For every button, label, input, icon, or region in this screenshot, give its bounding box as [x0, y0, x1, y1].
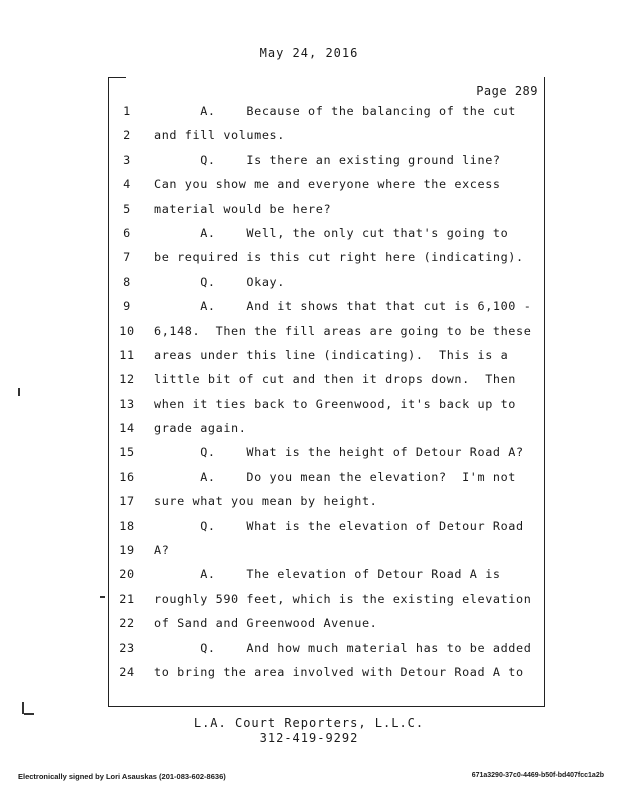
scan-mark [24, 713, 34, 715]
transcript-line [108, 661, 545, 685]
line-number: 19 [119, 543, 135, 558]
line-number: 11 [119, 347, 135, 362]
line-text: material would be here? [154, 201, 332, 216]
line-number: 9 [123, 299, 131, 314]
footer-company: L.A. Court Reporters, L.L.C. [193, 716, 425, 730]
line-number: 16 [119, 469, 135, 484]
transcript-line [108, 124, 545, 148]
transcript-line [108, 637, 545, 661]
line-number: 7 [123, 250, 131, 265]
line-text: grade again. [154, 421, 247, 436]
line-text: Q. What is the height of Detour Road A? [154, 445, 524, 460]
line-number: 15 [119, 445, 135, 460]
line-text: A. The elevation of Detour Road A is [154, 567, 501, 582]
line-number: 4 [123, 177, 131, 192]
line-number: 1 [123, 104, 131, 118]
transcript-lines [108, 100, 545, 685]
line-text: 6,148. Then the fill areas are going to be these [154, 323, 532, 338]
line-text: Q. Okay. [154, 274, 285, 289]
transcript-line [108, 515, 545, 539]
scan-mark [18, 388, 20, 396]
line-number: 23 [119, 640, 135, 655]
line-text: A. Because of the balancing of the cut [154, 104, 517, 118]
transcript-line [108, 198, 545, 222]
line-number: 3 [123, 152, 131, 167]
line-number: 10 [119, 323, 135, 338]
transcript-line [108, 295, 545, 319]
line-text: little bit of cut and then it drops down. Then [154, 372, 517, 387]
line-text: Q. Is there an existing ground line? [154, 152, 501, 167]
line-number: 5 [123, 201, 131, 216]
transcript-line [108, 441, 545, 465]
line-text: and fill volumes. [154, 128, 285, 143]
transcript-line [108, 173, 545, 197]
line-text: A. Do you mean the elevation? I'm not [154, 469, 517, 484]
transcript-line [108, 100, 545, 124]
footer-phone: 312-419-9292 [259, 731, 359, 745]
line-text: roughly 590 feet, which is the existing elevation [154, 591, 532, 606]
line-text: A. And it shows that that cut is 6,100 - [154, 299, 532, 314]
transcript-line [108, 246, 545, 270]
header-date: May 24, 2016 [259, 46, 359, 60]
transcript-line [108, 539, 545, 563]
line-text: of Sand and Greenwood Avenue. [154, 616, 378, 631]
line-text: be required is this cut right here (indicating). [154, 250, 524, 265]
line-number: 22 [119, 616, 135, 631]
page-label: Page 289 [476, 84, 538, 98]
line-number: 20 [119, 567, 135, 582]
line-number: 12 [119, 372, 135, 387]
line-text: Q. What is the elevation of Detour Road [154, 518, 524, 533]
line-text: A? [154, 543, 170, 558]
transcript-line [108, 612, 545, 636]
line-number: 24 [119, 664, 135, 679]
transcript-line [108, 417, 545, 441]
line-number: 8 [123, 274, 131, 289]
line-text: sure what you mean by height. [154, 494, 378, 509]
transcript-line [108, 271, 545, 295]
transcript-line [108, 368, 545, 392]
transcript-line [108, 588, 545, 612]
line-text: Q. And how much material has to be added [154, 640, 532, 655]
line-text: to bring the area involved with Detour Road A to [154, 664, 524, 679]
line-text: Can you show me and everyone where the excess [154, 177, 501, 192]
line-number: 2 [123, 128, 131, 143]
line-number: 17 [119, 494, 135, 509]
transcript-line [108, 149, 545, 173]
transcript-line [108, 344, 545, 368]
document-id: 671a3290-37c0-4469-b50f-bd407fcc1a2b [471, 772, 604, 779]
line-number: 14 [119, 421, 135, 436]
line-text: when it ties back to Greenwood, it's back up to [154, 396, 517, 411]
transcript-line [108, 466, 545, 490]
line-text: areas under this line (indicating). This is a [154, 347, 509, 362]
transcript-line [108, 563, 545, 587]
transcript-line [108, 320, 545, 344]
line-number: 6 [123, 225, 131, 240]
line-number: 18 [119, 518, 135, 533]
line-text: A. Well, the only cut that's going to [154, 225, 509, 240]
line-number: 21 [119, 591, 135, 606]
transcript-line [108, 222, 545, 246]
electronic-signature: Electronically signed by Lori Asauskas (201-083-602-8636) [18, 772, 226, 781]
line-number: 13 [119, 396, 135, 411]
transcript-line [108, 490, 545, 514]
scan-mark [100, 596, 105, 598]
transcript-line [108, 393, 545, 417]
